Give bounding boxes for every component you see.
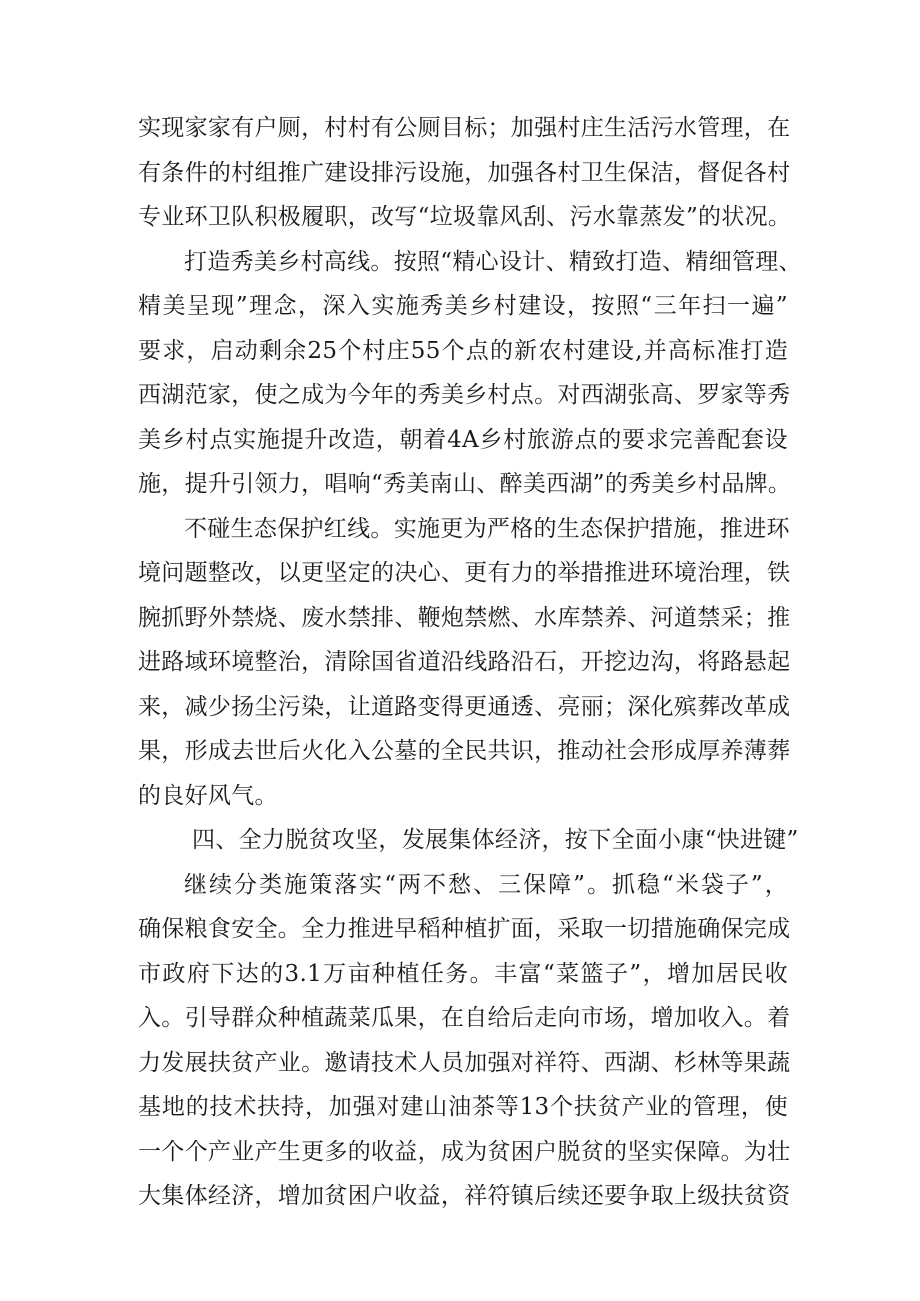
body-text-line: 进路域环境整治，清除国省道沿线路沿石，开挖边沟，将路悬起	[138, 649, 791, 675]
paragraph-first-line: 不碰生态保护红线。实施更为严格的生态保护措施，推进环	[184, 515, 790, 542]
body-text-line: 基地的技术扶持，加强对建山油茶等13个扶贫产业的管理，使	[138, 1094, 788, 1120]
body-text-line: 施，提升引领力，唱响“秀美南山、醉美西湖”的秀美乡村品牌。	[138, 471, 792, 497]
body-text-line: 确保粮食安全。全力推进早稻种植扩面，采取一切措施确保完成	[138, 916, 791, 942]
body-text-line: 专业环卫队积极履职，改写“垃圾靠风刮、污水靠蒸发”的状况。	[138, 204, 792, 230]
paragraph-first-line: 继续分类施策落实“两不愁、三保障”。抓稳“米袋子”，	[184, 871, 788, 898]
paragraph-first-line: 打造秀美乡村高线。按照“精心设计、精致打造、精细管理、	[184, 248, 802, 275]
section-heading: 四、全力脱贫攻坚，发展集体经济，按下全面小康“快进键”	[192, 827, 799, 853]
body-text-line: 西湖范家，使之成为今年的秀美乡村点。对西湖张高、罗家等秀	[138, 382, 791, 408]
body-text-line: 美乡村点实施提升改造，朝着4A乡村旅游点的要求完善配套设	[138, 426, 788, 453]
body-text-line: 腕抓野外禁烧、废水禁排、鞭炮禁燃、水库禁养、河道禁采；推	[138, 604, 791, 631]
document-body	[138, 106, 802, 1219]
body-text-line: 精美呈现”理念，深入实施秀美乡村建设，按照“三年扫一遍”	[138, 293, 788, 319]
body-text-line: 的良好风气。	[138, 782, 278, 809]
body-text-line: 一个个产业产生更多的收益，成为贫困户脱贫的坚实保障。为壮	[138, 1138, 791, 1165]
body-text-line: 入。引导群众种植蔬菜瓜果，在自给后走向市场，增加收入。着	[138, 1005, 791, 1031]
body-text-line: 果，形成去世后火化入公墓的全民共识，推动社会形成厚养薄葬	[138, 738, 791, 764]
body-text-line: 来，减少扬尘污染，让道路变得更通透、亮丽；深化殡葬改革成	[138, 693, 791, 720]
body-text-line: 大集体经济，增加贫困户收益，祥符镇后续还要争取上级扶贫资	[138, 1183, 791, 1209]
body-text-line: 市政府下达的3.1万亩种植任务。丰富“菜篮子”，增加居民收	[138, 960, 788, 987]
body-text-line: 境问题整改，以更坚定的决心、更有力的举措推进环境治理，铁	[138, 560, 791, 586]
body-text-line: 要求，启动剩余25个村庄55个点的新农村建设,并高标准打造	[138, 337, 788, 364]
body-text-line: 实现家家有户厕，村村有公厕目标；加强村庄生活污水管理，在	[138, 115, 791, 141]
body-text-line: 有条件的村组推广建设排污设施，加强各村卫生保洁，督促各村	[138, 159, 791, 186]
body-text-line: 力发展扶贫产业。邀请技术人员加强对祥符、西湖、杉林等果蔬	[138, 1049, 791, 1076]
